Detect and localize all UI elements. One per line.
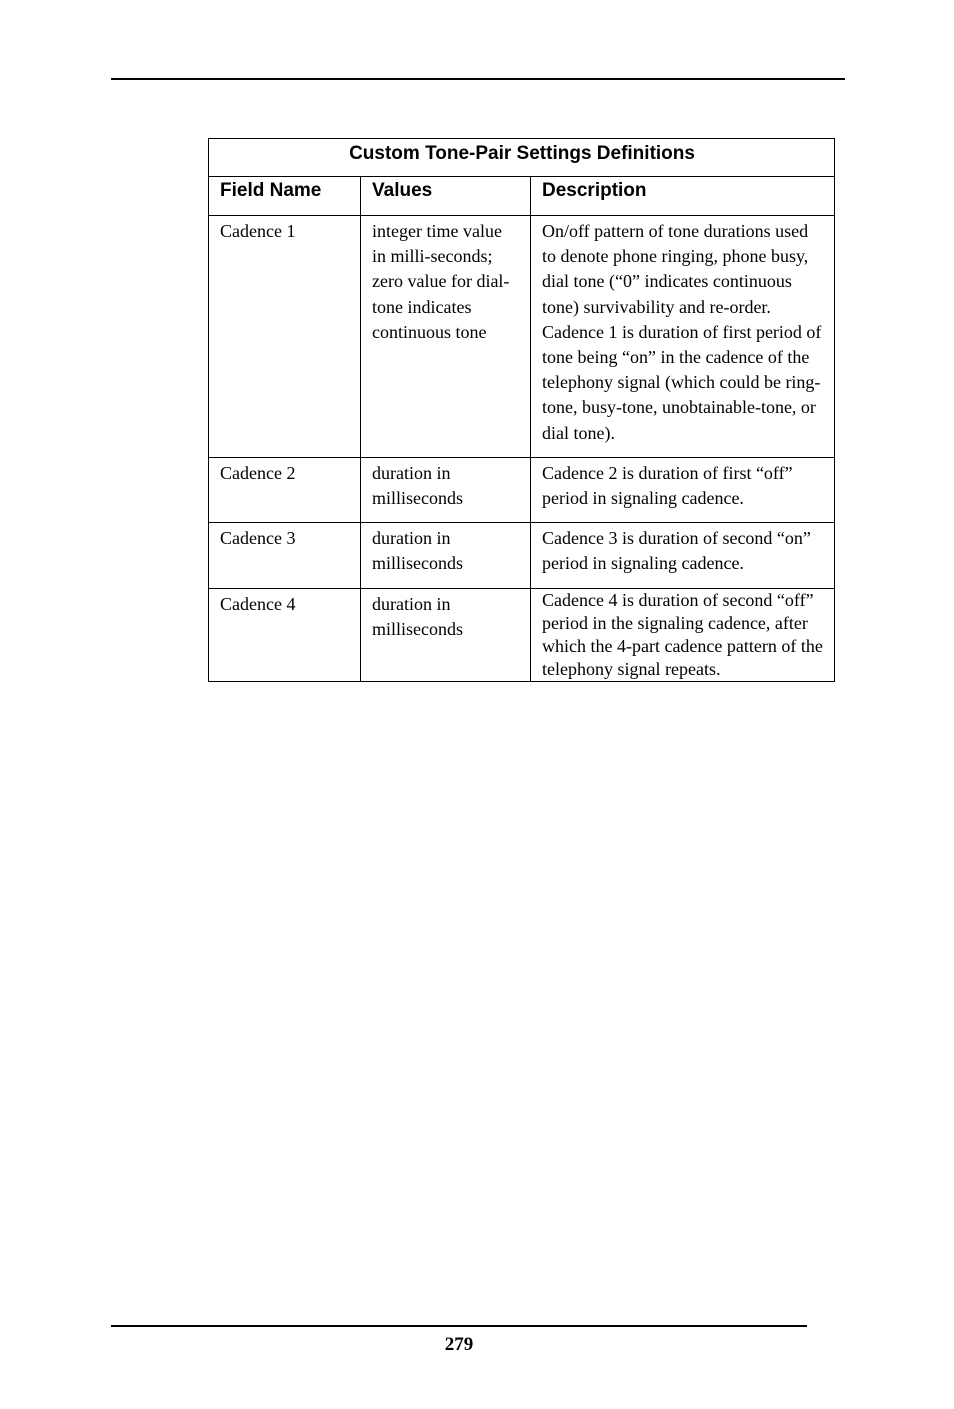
column-header-description: Description xyxy=(531,177,835,216)
header-rule xyxy=(111,78,845,80)
table-row xyxy=(209,523,835,588)
values-cell: integer time value in milli-seconds; zero value for dial-tone indicates continuous tone xyxy=(361,216,531,458)
values-cell: duration in milliseconds xyxy=(361,457,531,522)
footer-rule xyxy=(111,1325,807,1327)
table-row xyxy=(209,588,835,681)
page-number: 279 xyxy=(444,1334,474,1355)
values-cell: duration in milliseconds xyxy=(361,588,531,681)
description-cell: Cadence 4 is duration of second “off” period in the signaling cadence, after which the 4-part cadence pattern of the telephony signal repeats. xyxy=(531,588,835,681)
column-header-field-name: Field Name xyxy=(209,177,361,216)
table-row xyxy=(209,216,835,458)
field-name-cell: Cadence 2 xyxy=(209,457,361,522)
field-name-cell: Cadence 4 xyxy=(209,588,361,681)
description-cell: Cadence 3 is duration of second “on” period in signaling cadence. xyxy=(531,523,835,588)
table-title: Custom Tone-Pair Settings Definitions xyxy=(209,139,835,177)
column-header-values: Values xyxy=(361,177,531,216)
description-cell: On/off pattern of tone durations used to denote phone ringing, phone busy, dial tone (“0” indicates continuous tone) survivability and re-order. Cadence 1 is duration of first period of tone being “on” in the cadence of the telephony signal (which could be ring-tone, busy-tone, unobtainable-tone, or dial tone). xyxy=(531,216,835,458)
table-row xyxy=(209,457,835,522)
field-name-cell: Cadence 1 xyxy=(209,216,361,458)
table-title-row xyxy=(209,139,835,177)
table-header-row xyxy=(209,177,835,216)
tone-pair-definitions-table xyxy=(208,138,835,682)
field-name-cell: Cadence 3 xyxy=(209,523,361,588)
values-cell: duration in milliseconds xyxy=(361,523,531,588)
description-cell: Cadence 2 is duration of first “off” period in signaling cadence. xyxy=(531,457,835,522)
